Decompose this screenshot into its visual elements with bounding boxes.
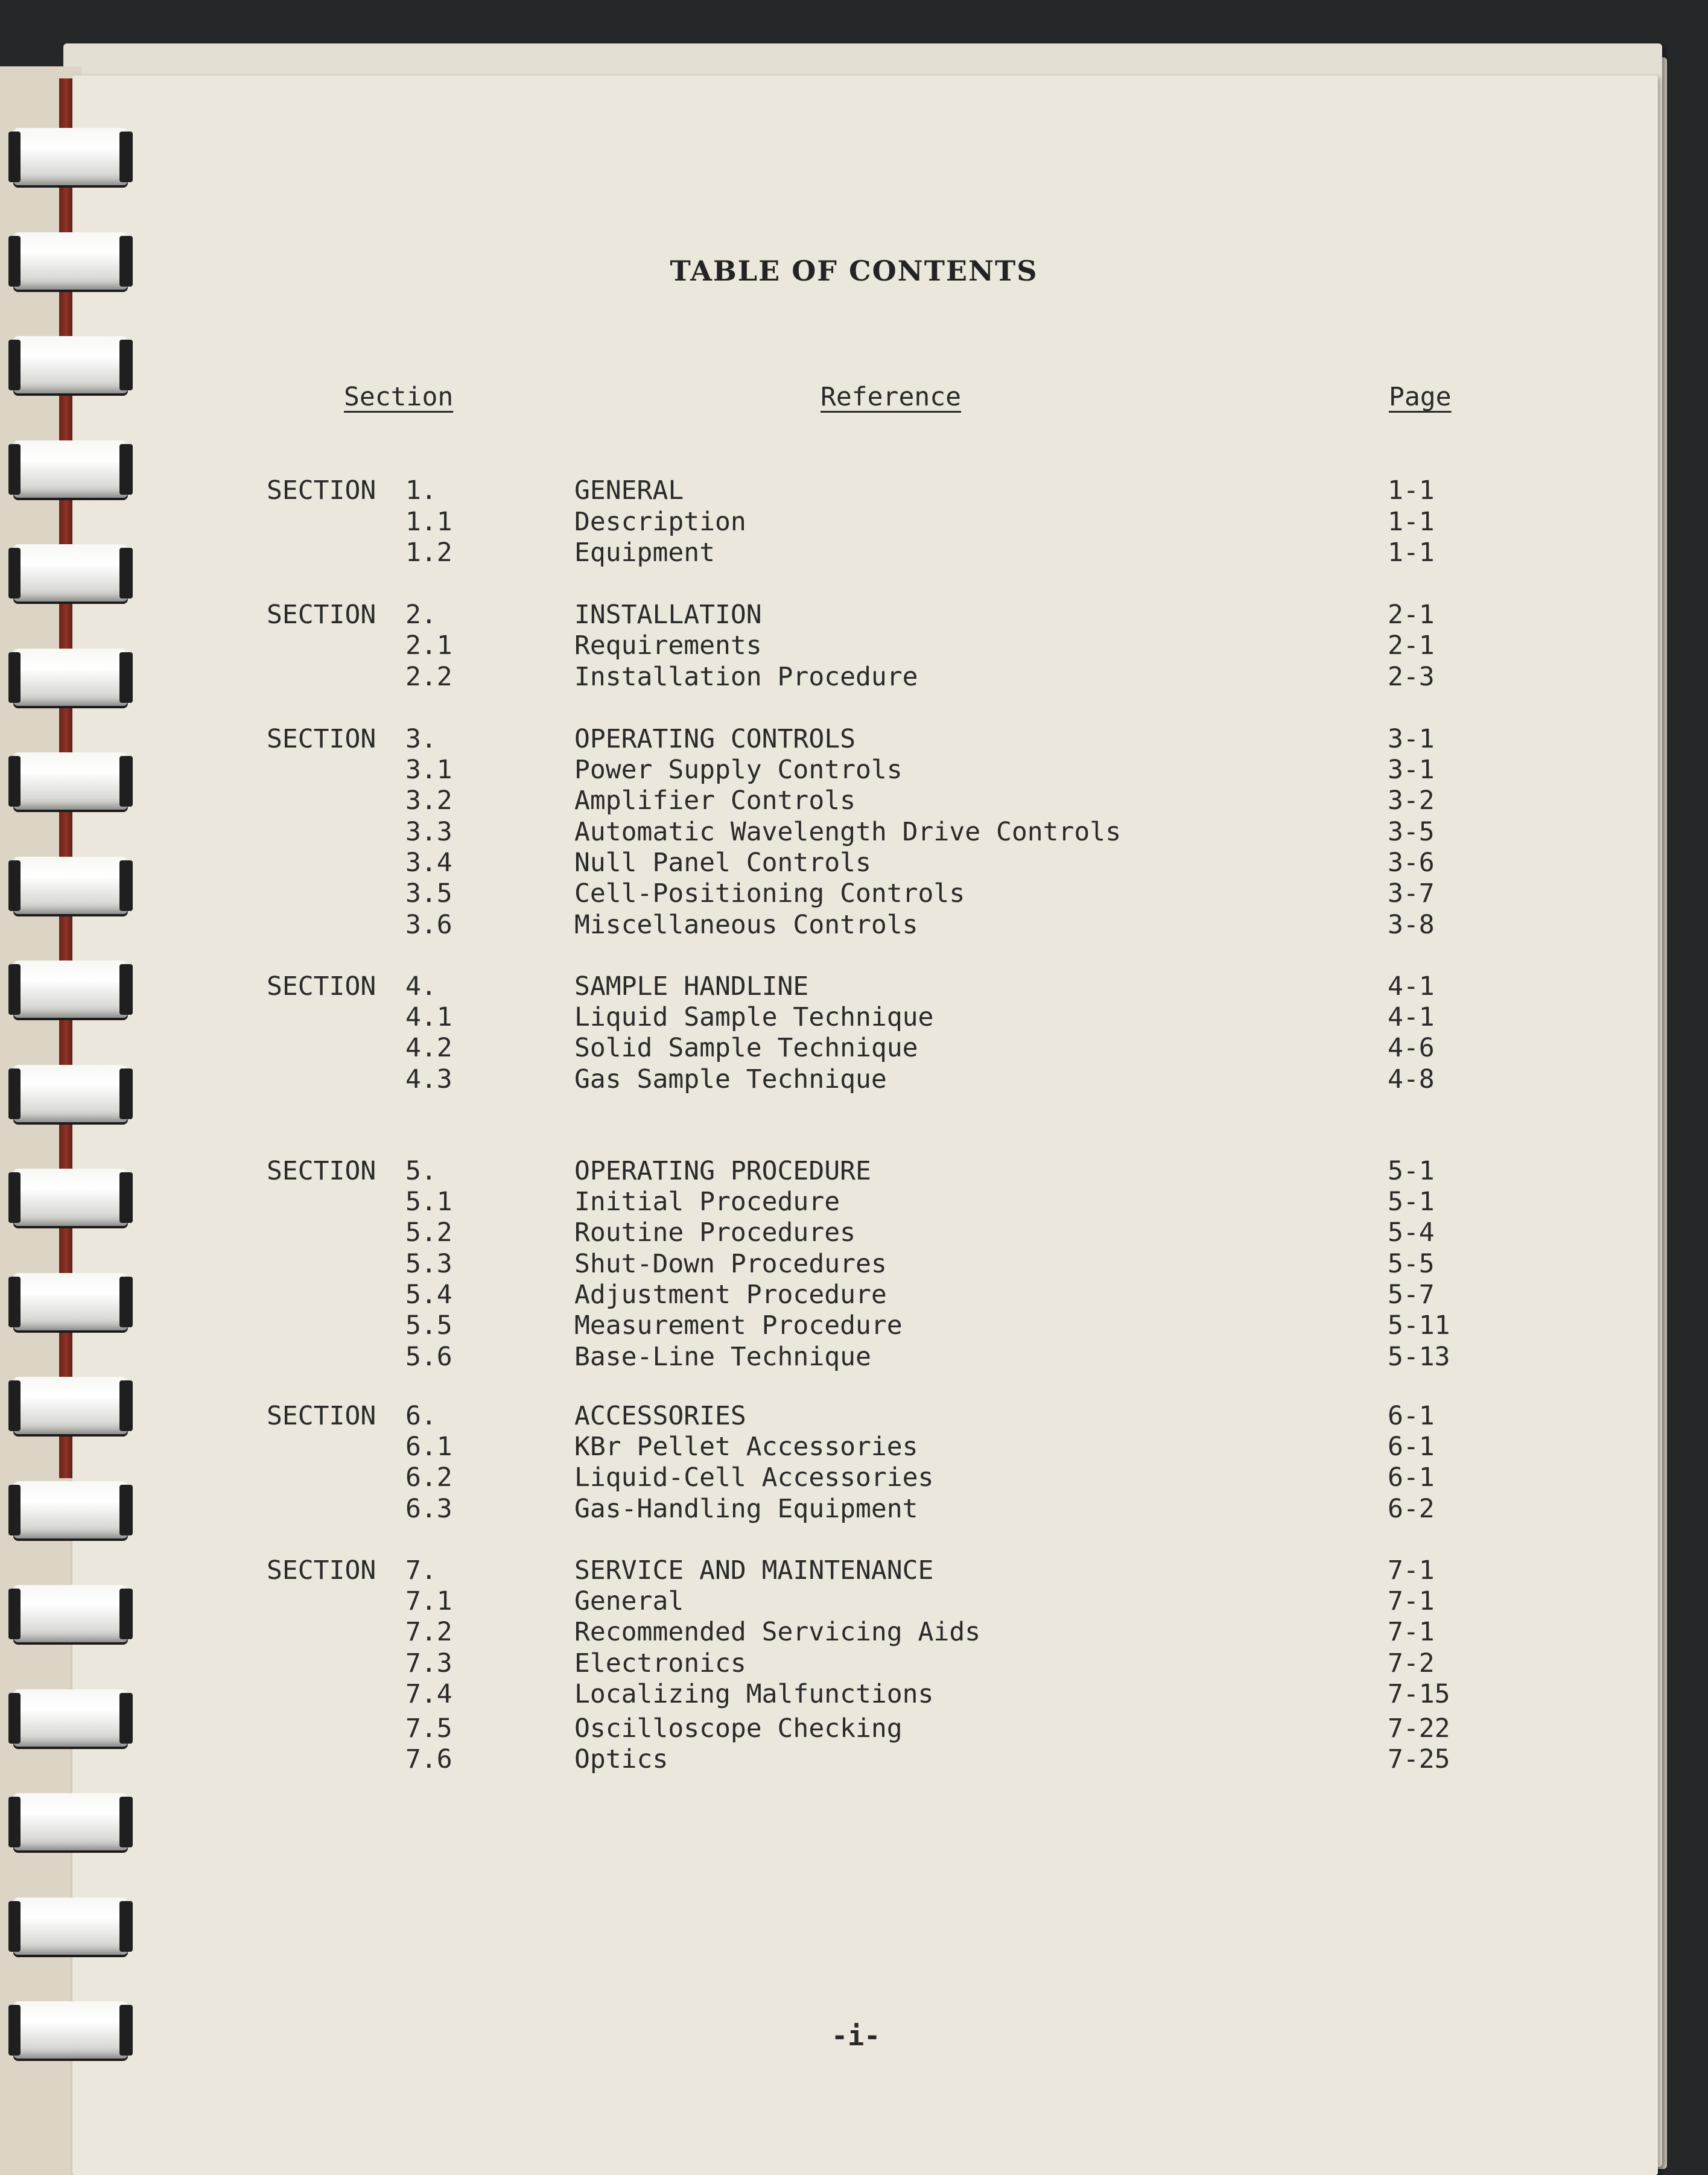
reference-title: ACCESSORIES xyxy=(574,1401,746,1431)
reference-title: Solid Sample Technique xyxy=(574,1033,918,1063)
page-ref: 2-3 xyxy=(1388,662,1435,692)
section-number: 5.3 xyxy=(405,1249,452,1279)
toc-row xyxy=(0,1280,1708,1311)
toc-row xyxy=(0,507,1708,538)
page-ref: 5-5 xyxy=(1388,1249,1435,1279)
reference-title: Liquid Sample Technique xyxy=(574,1002,934,1032)
reference-title: Description xyxy=(574,507,746,537)
page-ref: 3-2 xyxy=(1388,786,1435,816)
section-number: 6.2 xyxy=(405,1462,452,1493)
reference-title: OPERATING PROCEDURE xyxy=(574,1156,871,1186)
reference-title: SAMPLE HANDLINE xyxy=(574,971,809,1002)
section-number: 5.6 xyxy=(405,1342,452,1372)
section-number: 3.2 xyxy=(405,786,452,816)
page-ref: 4-1 xyxy=(1388,971,1435,1002)
reference-title: Amplifier Controls xyxy=(574,786,856,816)
section-label: SECTION xyxy=(267,1401,376,1431)
section-number: 7.5 xyxy=(405,1713,452,1744)
reference-title: SERVICE AND MAINTENANCE xyxy=(574,1555,934,1586)
column-header-page: Page xyxy=(1389,382,1452,412)
section-number: 7.3 xyxy=(405,1648,452,1678)
page-ref: 7-1 xyxy=(1388,1586,1435,1616)
reference-title: Miscellaneous Controls xyxy=(574,910,918,940)
reference-title: OPERATING CONTROLS xyxy=(574,724,856,754)
reference-title: Shut-Down Procedures xyxy=(574,1249,887,1279)
reference-title: Recommended Servicing Aids xyxy=(574,1617,981,1647)
page-ref: 4-8 xyxy=(1388,1064,1435,1094)
page-ref: 6-1 xyxy=(1388,1462,1435,1493)
page-ref: 5-1 xyxy=(1388,1187,1435,1217)
toc-row xyxy=(0,755,1708,786)
reference-title: Gas Sample Technique xyxy=(574,1064,887,1094)
section-number: 7.4 xyxy=(405,1679,452,1709)
section-number: 5.4 xyxy=(405,1280,452,1310)
section-label: SECTION xyxy=(267,971,376,1002)
section-number: 1.2 xyxy=(405,538,452,568)
toc-row xyxy=(0,1713,1708,1745)
toc-row xyxy=(0,1218,1708,1249)
section-label: SECTION xyxy=(267,600,376,630)
section-number: 3. xyxy=(405,724,437,754)
section-number: 4.2 xyxy=(405,1033,452,1063)
section-number: 6.1 xyxy=(405,1432,452,1462)
toc-row xyxy=(0,538,1708,569)
page-ref: 3-7 xyxy=(1388,878,1435,909)
page-ref: 7-15 xyxy=(1388,1679,1450,1709)
reference-title: Routine Procedures xyxy=(574,1218,856,1248)
toc-row xyxy=(0,600,1708,631)
page-ref: 6-1 xyxy=(1388,1401,1435,1431)
toc-row xyxy=(0,1617,1708,1648)
section-number: 5.1 xyxy=(405,1187,452,1217)
toc-row xyxy=(0,1744,1708,1776)
toc-row xyxy=(0,1648,1708,1680)
page-ref: 2-1 xyxy=(1388,600,1435,630)
section-number: 7.6 xyxy=(405,1744,452,1774)
reference-title: Adjustment Procedure xyxy=(574,1280,887,1310)
page-ref: 1-1 xyxy=(1388,538,1435,568)
reference-title: INSTALLATION xyxy=(574,600,762,630)
toc-row xyxy=(0,724,1708,755)
page-title: TABLE OF CONTENTS xyxy=(670,255,1038,287)
toc-row xyxy=(0,1679,1708,1710)
section-number: 3.4 xyxy=(405,848,452,878)
toc-row xyxy=(0,1586,1708,1618)
reference-title: Requirements xyxy=(574,630,762,661)
page-ref: 1-1 xyxy=(1388,475,1435,506)
section-label: SECTION xyxy=(267,1156,376,1186)
section-number: 4.3 xyxy=(405,1064,452,1094)
reference-title: Cell-Positioning Controls xyxy=(574,878,965,909)
page-ref: 7-22 xyxy=(1388,1713,1450,1744)
toc-row xyxy=(0,786,1708,817)
section-number: 6.3 xyxy=(405,1494,452,1524)
section-number: 4. xyxy=(405,971,437,1002)
toc-row xyxy=(0,1494,1708,1525)
toc-row xyxy=(0,1064,1708,1096)
page-ref: 3-5 xyxy=(1388,817,1435,847)
page-ref: 2-1 xyxy=(1388,630,1435,661)
page-ref: 7-25 xyxy=(1388,1744,1450,1774)
toc-row xyxy=(0,1156,1708,1187)
section-number: 5.2 xyxy=(405,1218,452,1248)
toc-row xyxy=(0,910,1708,941)
page-ref: 3-1 xyxy=(1388,755,1435,785)
section-number: 1.1 xyxy=(405,507,452,537)
page-ref: 4-6 xyxy=(1388,1033,1435,1063)
reference-title: Installation Procedure xyxy=(574,662,918,692)
reference-title: Liquid-Cell Accessories xyxy=(574,1462,934,1493)
toc-row xyxy=(0,1462,1708,1494)
toc-row xyxy=(0,1187,1708,1218)
section-number: 1. xyxy=(405,475,437,506)
reference-title: Oscilloscope Checking xyxy=(574,1713,903,1744)
reference-title: Base-Line Technique xyxy=(574,1342,871,1372)
page-ref: 5-7 xyxy=(1388,1280,1435,1310)
toc-row xyxy=(0,1310,1708,1342)
toc-row xyxy=(0,848,1708,879)
reference-title: Power Supply Controls xyxy=(574,755,903,785)
page-ref: 7-1 xyxy=(1388,1617,1435,1647)
page-ref: 1-1 xyxy=(1388,507,1435,537)
reference-title: Null Panel Controls xyxy=(574,848,871,878)
section-label: SECTION xyxy=(267,475,376,506)
toc-row xyxy=(0,662,1708,693)
section-number: 7.2 xyxy=(405,1617,452,1647)
section-number: 3.1 xyxy=(405,755,452,785)
section-label: SECTION xyxy=(267,1555,376,1586)
reference-title: KBr Pellet Accessories xyxy=(574,1432,918,1462)
section-number: 5.5 xyxy=(405,1310,452,1341)
section-number: 5. xyxy=(405,1156,437,1186)
section-number: 3.3 xyxy=(405,817,452,847)
page-ref: 4-1 xyxy=(1388,1002,1435,1032)
reference-title: Gas-Handling Equipment xyxy=(574,1494,918,1524)
page-number: -i- xyxy=(831,2020,881,2052)
reference-title: GENERAL xyxy=(574,475,684,506)
section-number: 2.1 xyxy=(405,630,452,661)
page-ref: 5-13 xyxy=(1388,1342,1450,1372)
section-number: 4.1 xyxy=(405,1002,452,1032)
reference-title: Initial Procedure xyxy=(574,1187,840,1217)
page-ref: 7-1 xyxy=(1388,1555,1435,1586)
section-number: 7. xyxy=(405,1555,437,1586)
reference-title: Measurement Procedure xyxy=(574,1310,903,1341)
toc-row xyxy=(0,630,1708,662)
toc-row xyxy=(0,1432,1708,1463)
toc-row xyxy=(0,817,1708,848)
toc-row xyxy=(0,971,1708,1003)
column-header-reference: Reference xyxy=(821,382,961,412)
section-number: 2.2 xyxy=(405,662,452,692)
reference-title: Automatic Wavelength Drive Controls xyxy=(574,817,1122,847)
section-number: 6. xyxy=(405,1401,437,1431)
reference-title: Localizing Malfunctions xyxy=(574,1679,934,1709)
section-label: SECTION xyxy=(267,724,376,754)
page-ref: 3-8 xyxy=(1388,910,1435,940)
page-ref: 5-1 xyxy=(1388,1156,1435,1186)
page-ref: 6-2 xyxy=(1388,1494,1435,1524)
toc-row xyxy=(0,1401,1708,1432)
reference-title: General xyxy=(574,1586,684,1616)
reference-title: Equipment xyxy=(574,538,715,568)
toc-row xyxy=(0,1555,1708,1587)
section-number: 3.5 xyxy=(405,878,452,909)
page-ref: 6-1 xyxy=(1388,1432,1435,1462)
page-ref: 3-6 xyxy=(1388,848,1435,878)
section-number: 7.1 xyxy=(405,1586,452,1616)
page-ref: 3-1 xyxy=(1388,724,1435,754)
toc-row xyxy=(0,475,1708,507)
reference-title: Optics xyxy=(574,1744,668,1774)
toc-row xyxy=(0,1342,1708,1373)
toc-row xyxy=(0,1249,1708,1280)
toc-row xyxy=(0,1033,1708,1064)
page-ref: 5-4 xyxy=(1388,1218,1435,1248)
toc-row xyxy=(0,878,1708,910)
page-ref: 5-11 xyxy=(1388,1310,1450,1341)
section-number: 3.6 xyxy=(405,910,452,940)
page-ref: 7-2 xyxy=(1388,1648,1435,1678)
toc-row xyxy=(0,1002,1708,1034)
reference-title: Electronics xyxy=(574,1648,746,1678)
column-header-section: Section xyxy=(344,382,454,412)
section-number: 2. xyxy=(405,600,437,630)
